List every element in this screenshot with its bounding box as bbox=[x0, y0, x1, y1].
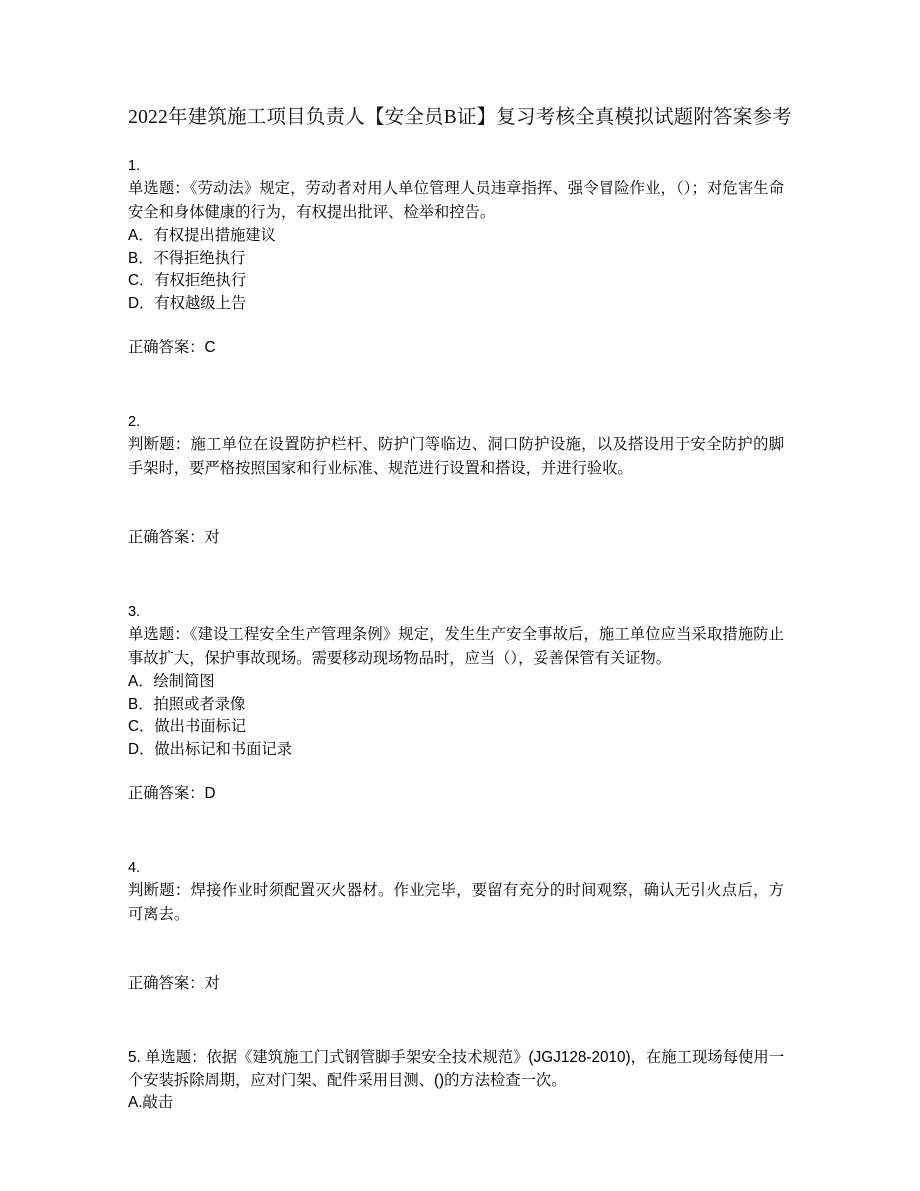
spacer bbox=[128, 761, 784, 783]
option-item[interactable]: A．绘制简图 bbox=[128, 673, 215, 690]
spacer bbox=[128, 805, 784, 857]
question-number: 4. bbox=[128, 860, 141, 876]
question-item bbox=[128, 857, 784, 995]
option-item[interactable]: A.敲击 bbox=[128, 1094, 174, 1111]
question-number: 2. bbox=[128, 414, 141, 430]
spacer bbox=[128, 549, 784, 601]
spacer bbox=[128, 359, 784, 411]
spacer bbox=[128, 315, 784, 337]
option-list bbox=[128, 1092, 784, 1115]
spacer bbox=[128, 995, 784, 1047]
question-stem: 单选题：《劳动法》规定，劳动者对用人单位管理人员违章指挥、强令冒险作业，（）；对危害生命安全和身体健康的行为，有权提出批评、检举和控告。 bbox=[128, 180, 784, 221]
correct-answer: 正确答案：C bbox=[128, 339, 216, 356]
option-item[interactable]: B．拍照或者录像 bbox=[128, 695, 246, 713]
question-list bbox=[128, 155, 784, 1115]
question-item bbox=[128, 1047, 784, 1115]
option-item[interactable]: C．有权拒绝执行 bbox=[128, 272, 247, 289]
spacer bbox=[128, 481, 784, 527]
correct-answer: 正确答案：对 bbox=[128, 975, 220, 992]
correct-answer: 正确答案：D bbox=[128, 785, 216, 802]
question-item bbox=[128, 411, 784, 549]
option-item[interactable]: D．有权越级上告 bbox=[128, 294, 247, 312]
question-number: 3. bbox=[128, 604, 141, 620]
option-list bbox=[128, 225, 784, 315]
option-list bbox=[128, 671, 784, 761]
question-stem: 判断题：焊接作业时须配置灭火器材。作业完毕，要留有充分的时间观察，确认无引火点后，方可离去。 bbox=[128, 882, 784, 923]
correct-answer: 正确答案：对 bbox=[128, 529, 220, 546]
option-item[interactable]: C．做出书面标记 bbox=[128, 718, 247, 735]
option-item[interactable]: D．做出标记和书面记录 bbox=[128, 740, 293, 758]
spacer bbox=[128, 927, 784, 973]
option-item[interactable]: A．有权提出措施建议 bbox=[128, 227, 276, 244]
question-stem: 单选题：《建设工程安全生产管理条例》规定，发生生产安全事故后，施工单位应当采取措施防止事故扩大，保护事故现场。需要移动现场物品时，应当（），妥善保管有关证物。 bbox=[128, 626, 784, 667]
option-item[interactable]: B．不得拒绝执行 bbox=[128, 249, 246, 267]
question-stem: 5. 单选题：依据《建筑施工门式钢管脚手架安全技术规范》(JGJ128-2010)，在施工现场每使用一个安装拆除周期，应对门架、配件采用目测、()的方法检查一次。 bbox=[128, 1049, 784, 1089]
question-item bbox=[128, 601, 784, 805]
question-number: 1. bbox=[128, 158, 141, 174]
question-item bbox=[128, 155, 784, 359]
question-stem: 判断题：施工单位在设置防护栏杆、防护门等临边、洞口防护设施，以及搭设用于安全防护的脚手架时，要严格按照国家和行业标准、规范进行设置和搭设，并进行验收。 bbox=[128, 436, 784, 477]
page-title: 2022年建筑施工项目负责人【安全员B证】复习考核全真模拟试题附答案参考 bbox=[128, 107, 792, 128]
